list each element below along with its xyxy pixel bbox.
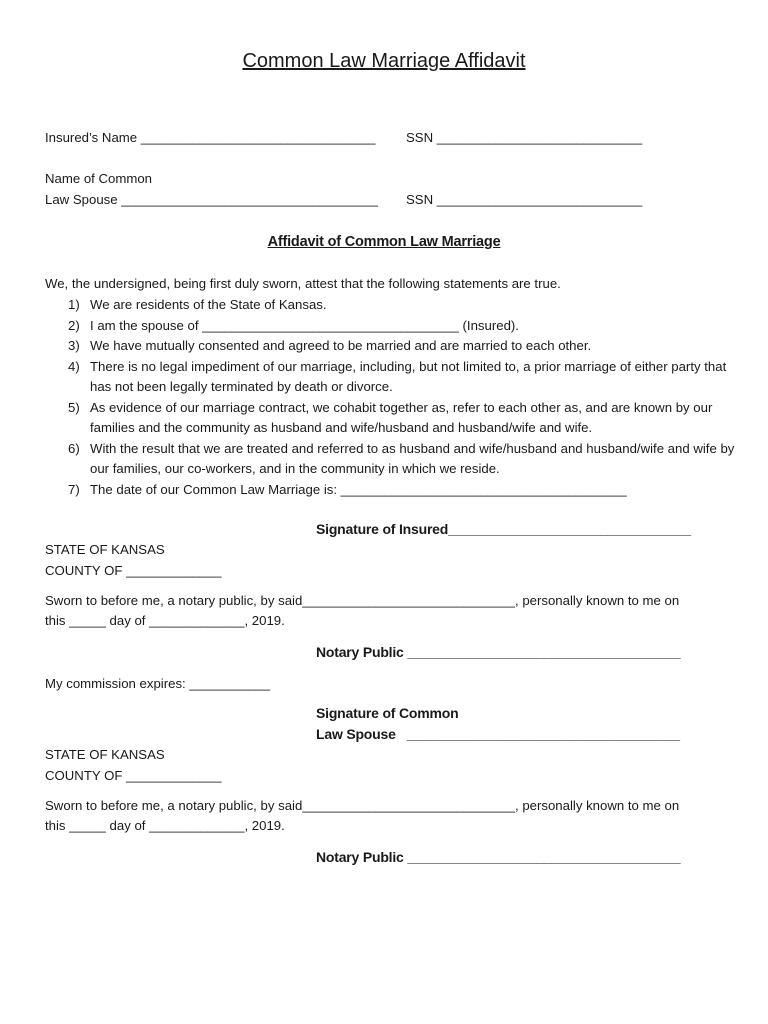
- list-number: 6): [68, 440, 80, 456]
- notary-blank[interactable]: ____________________________________: [407, 644, 681, 660]
- list-text: I am the spouse of ___________________________________ (Insured).: [90, 317, 519, 333]
- list-text: There is no legal impediment of our marriage, including, but not limited to, a prior marriage of either party that has not been legally terminated by death or divorce.: [90, 358, 727, 394]
- sworn-line-1: Sworn to before me, a notary public, by said_____________________________, personally known to me on: [45, 798, 680, 813]
- spouse-signature-label: Law Spouse: [316, 726, 396, 742]
- list-item: [45, 480, 735, 501]
- notary-blank[interactable]: ____________________________________: [407, 849, 681, 865]
- notary-field: [316, 847, 680, 868]
- list-text: We are residents of the State of Kansas.: [90, 297, 327, 312]
- list-number: 3): [68, 338, 80, 353]
- list-item: [45, 398, 735, 439]
- ssn2-label: SSN: [406, 192, 434, 207]
- list-number: 1): [68, 297, 80, 312]
- state-label: STATE OF KANSAS: [45, 747, 165, 762]
- ssn-blank[interactable]: ____________________________: [436, 130, 643, 145]
- notary-label: Notary Public: [316, 644, 404, 660]
- list-text: We have mutually consented and agreed to be married and are married to each other.: [90, 338, 592, 353]
- spouse-signature-blank[interactable]: ____________________________________: [406, 726, 680, 742]
- list-item: [45, 439, 735, 480]
- spouse-label-line2: Law Spouse: [45, 192, 118, 207]
- list-item: [45, 357, 735, 398]
- county-field[interactable]: COUNTY OF _____________: [45, 768, 222, 783]
- spouse-label-line1: Name of Common: [45, 171, 153, 186]
- insured-signature-blank[interactable]: ________________________________: [448, 521, 691, 537]
- insured-signature-label: Signature of Insured: [316, 521, 449, 537]
- document-title: Common Law Marriage Affidavit: [242, 50, 526, 72]
- list-text: With the result that we are treated and referred to as husband and wife/husband and husband/wife and wife by our families, our co-workers, and in the community in which we reside.: [90, 440, 735, 476]
- insured-name-field: [45, 128, 376, 149]
- list-number: 2): [68, 317, 80, 333]
- county-field[interactable]: COUNTY OF _____________: [45, 563, 222, 578]
- statements-list: [45, 295, 735, 500]
- spouse-name-blank[interactable]: ___________________________________: [121, 192, 378, 207]
- ssn-label: SSN: [406, 130, 434, 145]
- notary-label: Notary Public: [316, 849, 404, 865]
- spouse-signature-label-line1: Signature of Common: [316, 705, 459, 721]
- list-text: The date of our Common Law Marriage is: _______________________________________: [90, 481, 627, 497]
- insured-name-blank[interactable]: ________________________________: [140, 130, 376, 145]
- list-item: [45, 316, 735, 337]
- notary-field: [316, 642, 680, 663]
- ssn2-blank[interactable]: ____________________________: [436, 192, 643, 207]
- insured-ssn-field: [406, 128, 642, 149]
- spouse-name-field: [45, 190, 378, 211]
- sworn-line-2: this _____ day of _____________, 2019.: [45, 613, 285, 628]
- list-number: 5): [68, 399, 80, 415]
- list-text: As evidence of our marriage contract, we cohabit together as, refer to each other as, and are known by our families and the community as husband and wife/husband and husband/wife and wife.: [90, 399, 713, 435]
- spouse-signature-field: [316, 724, 680, 745]
- list-number: 4): [68, 358, 80, 374]
- commission-expires[interactable]: My commission expires: ___________: [45, 676, 271, 691]
- list-item: [45, 336, 735, 357]
- insured-name-label: Insured’s Name: [45, 130, 138, 145]
- sworn-line-2: this _____ day of _____________, 2019.: [45, 818, 285, 833]
- intro-text: We, the undersigned, being first duly sworn, attest that the following statements are true.: [45, 276, 561, 291]
- list-item: [45, 295, 735, 316]
- sworn-line-1: Sworn to before me, a notary public, by said_____________________________, personally known to me on: [45, 593, 680, 608]
- affidavit-subtitle: Affidavit of Common Law Marriage: [267, 234, 501, 250]
- insured-signature-field: [316, 519, 691, 540]
- state-label: STATE OF KANSAS: [45, 542, 165, 557]
- list-number: 7): [68, 481, 80, 497]
- spouse-ssn-field: [406, 190, 642, 211]
